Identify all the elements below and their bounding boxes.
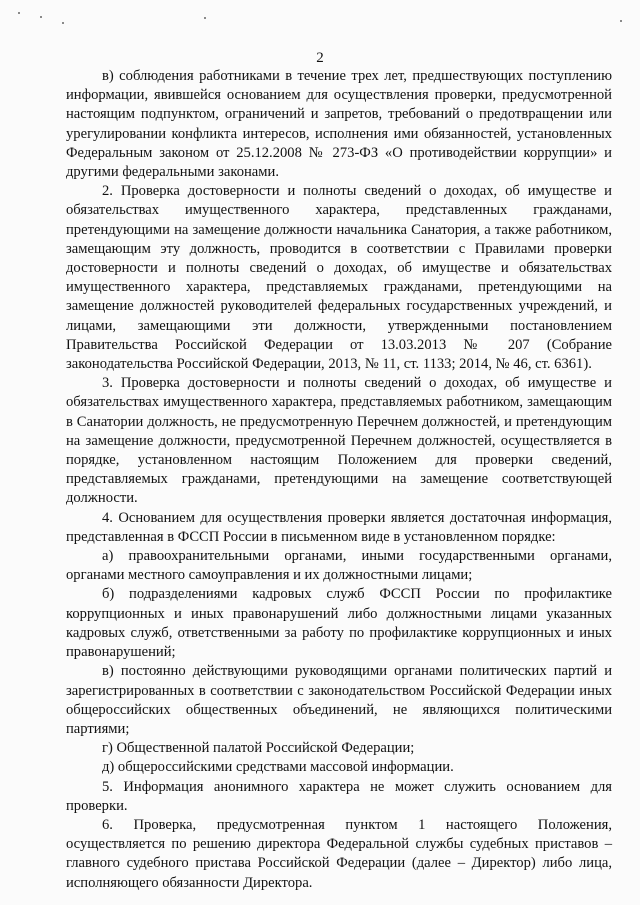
document-body [66, 67, 612, 893]
paragraph-4v: в) постоянно действующими руководящими органами политических партий и зарегистрированных в соответствии с законодательством Российской Федерации иных общероссийских общественных объединений, не являющихся политическими партиями; [66, 663, 612, 737]
paragraph-4d: д) общероссийскими средствами массовой информации. [102, 759, 454, 776]
paragraph-5: 5. Информация анонимного характера не может служить основанием для проверки. [66, 778, 612, 814]
paragraph-4g: г) Общественной палатой Российской Федерации; [102, 740, 415, 757]
paragraph-2: 2. Проверка достоверности и полноты сведений о доходах, об имуществе и обязательствах имущественного характера, представленных гражданами, претендующими на замещение должности начальника Санатория, а также работником, замещающим эту должность, проводится в соответствии с Правилами проверки достоверности и полноты сведений о доходах, об имуществе и обязательствах имущественного характера, представляемых гражданами, претендующими на замещение должностей руководителей федеральных государственных учреждений, и лицами, замещающими эти должности, утвержденными постановлением Правительства Российской Федерации от 13.03.2013 № 207 (Собрание законодательства Российской Федерации, 2013, № 11, ст. 1133; 2014, № 46, ст. 6361). [66, 183, 612, 373]
paragraph-4b: б) подразделениями кадровых служб ФССП России по профилактике коррупционных и иных правонарушений либо должностными лицами указанных кадровых служб, ответственными за работу по профилактике коррупционных и иных правонарушений; [66, 586, 612, 661]
paragraph-1c: в) соблюдения работниками в течение трех лет, предшествующих поступлению информации, явившейся основанием для осуществления проверки, предусмотренной настоящим подпунктом, ограничений и запретов, требований о предотвращении или урегулировании конфликта интересов, исполнения ими обязанностей, установленных Федеральным законом от 25.12.2008 № 273-ФЗ «О противодействии коррупции» и другими федеральными законами. [66, 68, 612, 181]
paragraph-4a: а) правоохранительными органами, иными государственными органами, органами местного самоуправления и их должностными лицами; [66, 548, 612, 584]
scan-artifact-dot [40, 16, 42, 18]
paragraph-3: 3. Проверка достоверности и полноты сведений о доходах, об имуществе и обязательствах имущественного характера, представляемых работником, замещающим в Санатории должность, не предусмотренную Перечнем должностей, и претендующим на замещение должности, предусмотренной Перечнем должностей, осуществляется в порядке, установленном настоящим Положением для проверки сведений, представляемых гражданами, претендующими на замещение соответствующей должности. [66, 375, 612, 507]
scan-artifact-dot [204, 17, 206, 19]
scan-artifact-dot [62, 22, 64, 24]
paragraph-4: 4. Основанием для осуществления проверки является достаточная информация, представленная в ФССП России в письменном виде в установленном порядке: [66, 509, 612, 545]
page-number: 2 [316, 50, 324, 66]
scan-artifact-dot [620, 20, 622, 22]
scan-artifact-dot [18, 12, 20, 14]
paragraph-6: 6. Проверка, предусмотренная пунктом 1 настоящего Положения, осуществляется по решению директора Федеральной службы судебных приставов – главного судебного пристава Российской Федерации (далее – Директор) либо лица, исполняющего обязанности Директора. [66, 816, 612, 891]
